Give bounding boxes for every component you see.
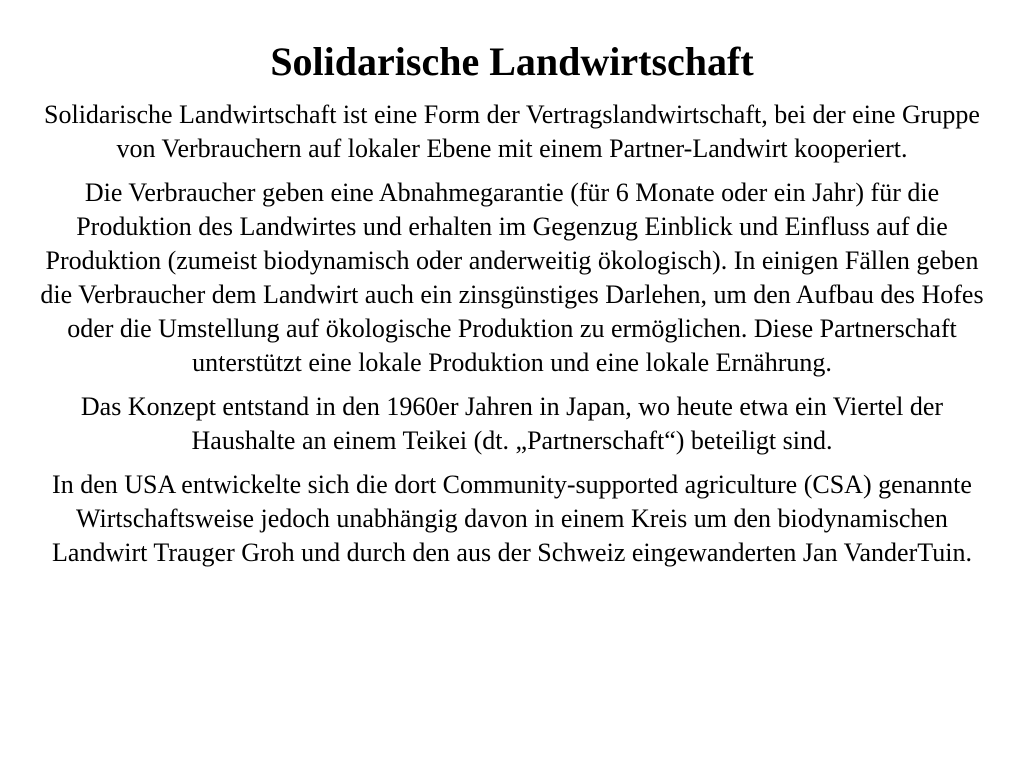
paragraph-japan-origin: Das Konzept entstand in den 1960er Jahren in Japan, wo heute etwa ein Viertel der Haushalte an einem Teikei (dt. „Partnerschaft“) beteiligt sind. [80,392,944,455]
paragraph-consumer-guarantee: Die Verbraucher geben eine Abnahmegarantie (für 6 Monate oder ein Jahr) für die Produktion des Landwirtes und erhalten im Gegenzug Einblick und Einfluss auf die Produktion (zumeist biodynamisch oder anderweitig ökologisch). In einigen Fällen geben die Verbraucher dem Landwirt auch ein zinsgünstiges Darlehen, um den Aufbau des Hofes oder die Umstellung auf ökologische Produktion zu ermöglichen. Diese Partnerschaft unterstützt eine lokale Produktion und eine lokale Ernährung. [40,178,984,377]
paragraph-usa-csa: In den USA entwickelte sich die dort Community-supported agriculture (CSA) genannte Wirtschaftsweise jedoch unabhängig davon in einem Kreis um den biodynamischen Landwirt Trauger Groh und durch den aus der Schweiz eingewanderten Jan VanderTuin. [52,470,972,567]
paragraph-definition: Solidarische Landwirtschaft ist eine Form der Vertragslandwirtschaft, bei der eine Gruppe von Verbrauchern auf lokaler Ebene mit einem Partner-Landwirt kooperiert. [44,100,980,163]
slide-title: Solidarische Landwirtschaft [270,39,754,84]
